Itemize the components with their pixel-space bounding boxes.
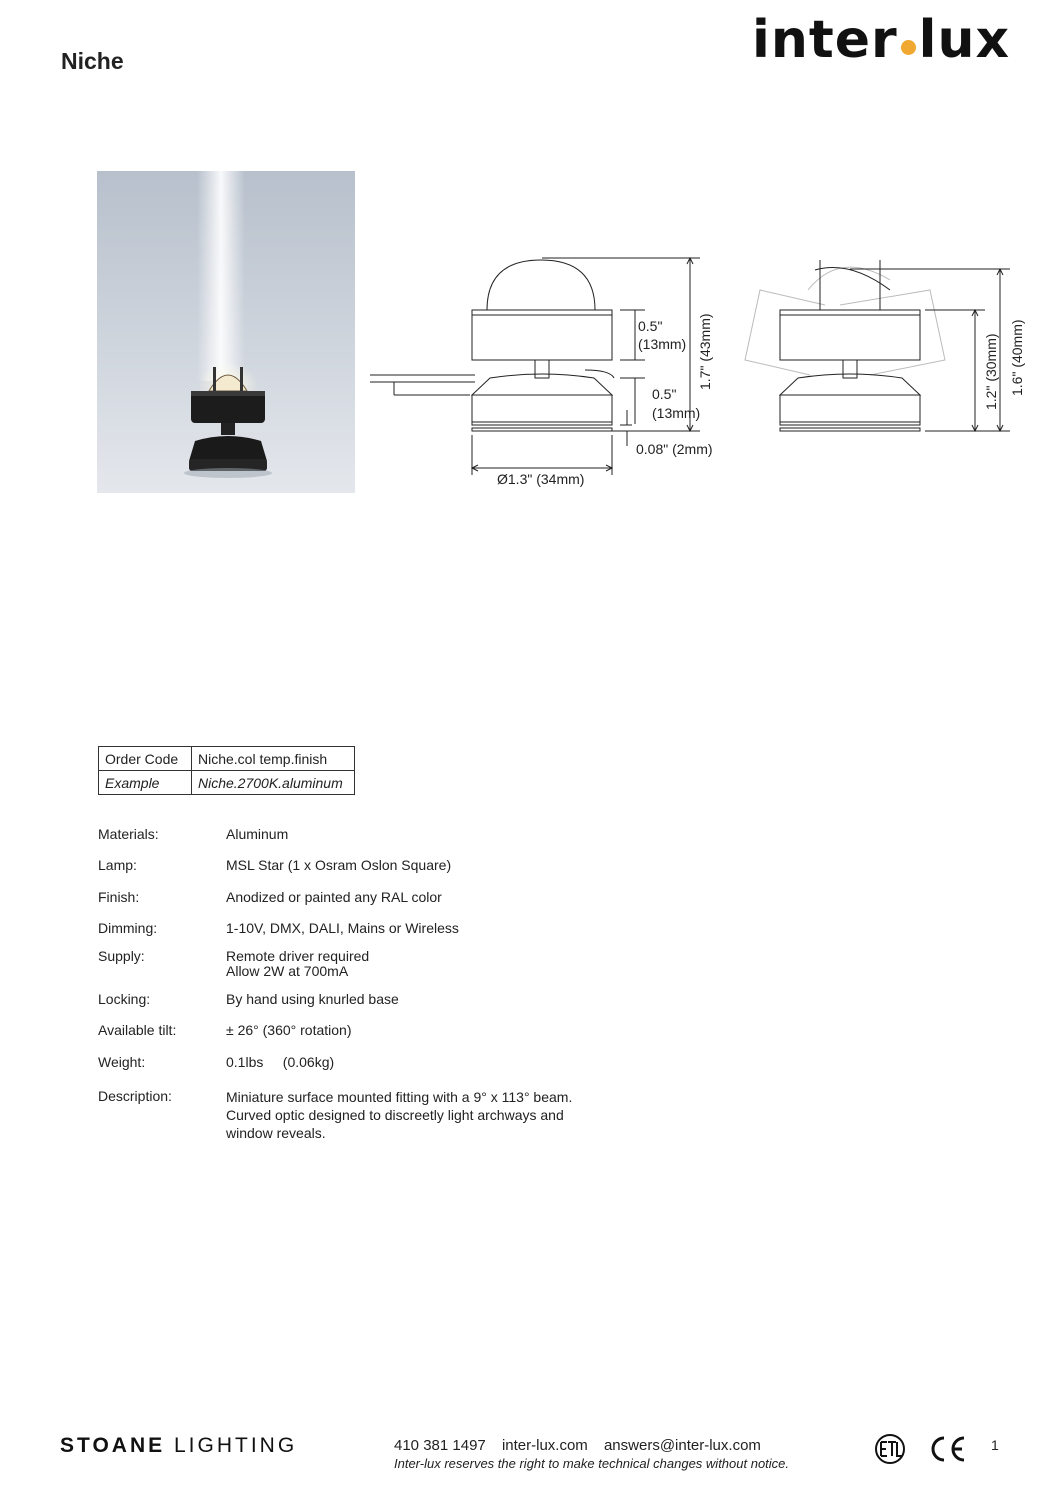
spec-value-dimming: 1-10V, DMX, DALI, Mains or Wireless	[226, 920, 459, 936]
footer-brand-bold: STOANE	[60, 1434, 166, 1457]
disclaimer: Inter-lux reserves the right to make technical changes without notice.	[394, 1456, 790, 1471]
order-code-value: Niche.col temp.finish	[192, 747, 355, 771]
footer-brand-light: LIGHTING	[173, 1434, 298, 1457]
page-number: 1	[991, 1437, 999, 1453]
spec-value-weight: 0.1lbs (0.06kg)	[226, 1054, 335, 1070]
spec-value-lamp: MSL Star (1 x Osram Oslon Square)	[226, 857, 452, 873]
table-row	[99, 747, 355, 771]
ce-mark-icon	[933, 1438, 964, 1460]
dimension-drawing	[370, 250, 1050, 500]
dim-diameter: Ø1.3" (34mm)	[497, 471, 585, 487]
table-row	[99, 771, 355, 795]
spec-value-materials: Aluminum	[226, 826, 289, 842]
example-label: Example	[99, 771, 192, 795]
spec-value-locking: By hand using knurled base	[226, 991, 399, 1007]
dim-top-height: 0.5"	[638, 318, 663, 334]
product-photo	[97, 171, 355, 493]
tilt-view	[745, 260, 1010, 431]
spec-label-locking: Locking:	[98, 991, 151, 1007]
spec-value-supply: Remote driver required	[226, 948, 370, 964]
spec-label-supply: Supply:	[98, 948, 145, 964]
brand-logo-right: lux	[918, 10, 1011, 70]
order-code-label: Order Code	[99, 747, 192, 771]
spec-label-weight: Weight:	[98, 1054, 146, 1070]
spec-label-description: Description:	[98, 1088, 172, 1104]
spec-label-lamp: Lamp:	[98, 857, 137, 873]
dim-tilt-body-height: 1.2" (30mm)	[983, 333, 999, 410]
brand-logo	[752, 10, 1010, 70]
email-link[interactable]: answers@inter-lux.com	[603, 1437, 761, 1454]
page-title: Niche	[61, 48, 124, 74]
spec-value-supply-line2: Allow 2W at 700mA	[226, 963, 349, 979]
spec-value-finish: Anodized or painted any RAL color	[226, 889, 442, 905]
etl-mark-icon	[876, 1435, 904, 1463]
spec-label-dimming: Dimming:	[98, 920, 158, 936]
dim-plate: 0.08" (2mm)	[636, 441, 713, 457]
dim-base-height-mm: (13mm)	[652, 405, 701, 421]
order-code-table	[98, 746, 355, 795]
dim-base-height: 0.5"	[652, 386, 677, 402]
phone-number: 410 381 1497	[394, 1437, 486, 1454]
brand-dot-icon	[901, 40, 916, 55]
website-link[interactable]: inter-lux.com	[501, 1437, 588, 1454]
dim-total-height: 1.7" (43mm)	[697, 313, 713, 390]
dim-tilt-total-height: 1.6" (40mm)	[1009, 319, 1025, 396]
spec-value-tilt: ± 26° (360° rotation)	[226, 1022, 352, 1038]
brand-logo-left: inter	[752, 10, 898, 70]
example-value: Niche.2700K.aluminum	[192, 771, 355, 795]
spec-label-materials: Materials:	[98, 826, 159, 842]
spec-label-finish: Finish:	[98, 889, 140, 905]
spec-label-tilt: Available tilt:	[98, 1022, 177, 1038]
certification-marks	[872, 1430, 972, 1470]
contact-line	[394, 1437, 773, 1454]
spec-value-description: Miniature surface mounted fitting with a 9° x 113° beam. Curved optic designed to discreetly light archways and window reveals.	[226, 1089, 573, 1141]
footer-brand	[60, 1434, 297, 1458]
dim-top-height-mm: (13mm)	[638, 336, 687, 352]
